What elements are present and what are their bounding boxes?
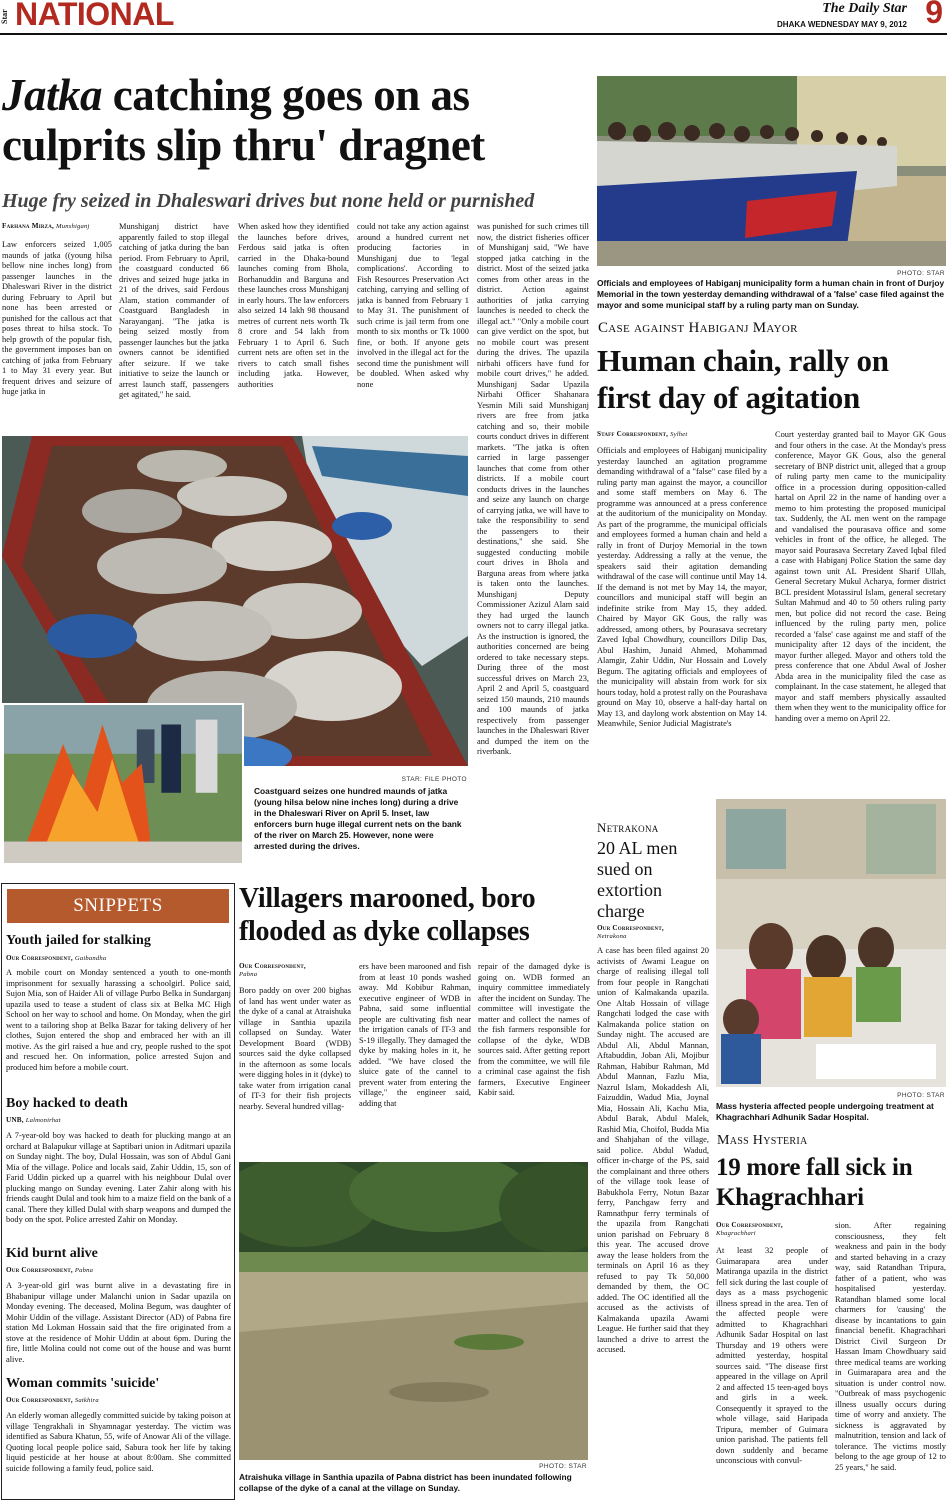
villagers-byline-place: Pabna bbox=[239, 971, 258, 978]
jatka-col4: could not take any action against around a hundred current net producing factories in Munshiganj due to 'legal complications'. According to Fish Resources Preservation Act catching, carrying and selling of jatka is banned from February 1 to May 31. The punishment of such crime is jail term from one month to six months or Tk 1000 fine, or both. If anyone gets involved in the illegal act for the second time the punishment will be doubled. When asked why none bbox=[357, 222, 469, 389]
page-number: 9 bbox=[925, 0, 943, 30]
habiganj-human-chain-photo bbox=[597, 76, 946, 266]
netrakona-byline-place: Netrakona bbox=[597, 933, 627, 940]
snippets-title: SNIPPETS bbox=[7, 889, 229, 923]
snippet-1-headline: Youth jailed for stalking bbox=[6, 933, 151, 948]
jatka-headline-rest: catching goes on as bbox=[102, 70, 470, 120]
habiganj-col2: Court yesterday granted bail to Mayor GK Gous and four others in the case. At the Monday's press conference, Mayor GK Gous, also the general secretary of BNP district unit, alleged that a group of ruling party men came to the municipality office in a procession during opposition-called hartal on April 22 in the name of handing over a memo to him protesting the proposed municipal tax. Suddenly, the AL men went on the rampage and vandalised the pourasava office and some vehicles in front of the office, he alleged. The mayor said Pourasava Secretary Zaved Iqbal filed a case with Habiganj Police Station the same day against town unit AL President Sharif Ullah, General Secretary Mukul Acharya, former district BCL president Motassirul Islam, general secretary Sultan Mahmud and 40 to 50 others ruling party men, but police did not record the case. Being influenced by the ruling party men, police recorded a 'false' case against me and staff of the municipality after 12 days of the incident, the mayor further alleged. Mayor and others told the press conference that one Abdul Awal of Josher Abda area in the municipality filed the case as complainant. In the case statement, he alleged that mayor and staff members physically assaulted them when they went to the municipality office for handing over a memo on April 22. bbox=[775, 430, 946, 723]
snippet-2-byline-name: UNB, bbox=[6, 1116, 24, 1124]
villagers-col3: repair of the damaged dyke is going on. WDB formed an inquiry committee immediately after the incident on Sunday. The committee will investigate the matter and collect the names of the fish farmers responsible for collapse of the dyke, WDB sources said. After getting report from the committee, we will file a criminal case against the fish farmers, Executive Engineer Kabir said. bbox=[478, 962, 590, 1097]
jatka-byline-place: Munshiganj bbox=[56, 223, 90, 230]
snippet-2-headline: Boy hacked to death bbox=[6, 1096, 128, 1111]
jatka-col5: was punished for such crimes till now, the district fisheries officer of Munshiganj said, "We have stopped jatka catching in the district. Most of the seized jatka comes from other areas in the district. Action against authorities of jatka carrying launches is needed to check the illegal act." "Only a mobile court can give verdict on the spot, but no mobile court was present during the drives. The upazila nirbahi officers have fund for mobile court drives," he added. Munshiganj Sadar Upazila Nirbahi Officer Shahanara Yesmin Mili said Munshiganj rivers are free from jatka catching and so, their mobile courts conduct drives in different markets. "The jatka is often carried in large passenger launches that come from other districts. If a mobile court conducts drives in the launches and seize any launch on charge of carrying jatka, we will have to take the responsibility to send the passengers to their destinations," she said. She suggested conducting mobile court drives in Bhola and Barguna areas from where jatka is taken onto the launches. Munshiganj Deputy Commissioner Azizul Alam said they had urged the launch owners not to carry illegal jatka. As the instruction is ignored, the authorities concerned are being ordered to take necessary steps. During three of the most successful drives on March 23, April 2 and April 5, coastguard seized 150 maunds, 210 maunds and 100 maunds of jatka respectively from passenger launches in the Dhaleswari River and dumped the item on the riverbank. bbox=[477, 222, 589, 756]
habiganj-byline bbox=[597, 430, 767, 438]
snippet-3-byline-place: Pabna bbox=[74, 1267, 94, 1274]
villagers-byline-name: Our Correspondent, bbox=[239, 962, 306, 970]
masthead-side-label: Star bbox=[0, 9, 9, 25]
habiganj-headline-line1: Human chain, rally on bbox=[597, 343, 889, 378]
khagrachhari-photo-caption: Mass hysteria affected people undergoing treatment at Khagrachhari Adhunik Sadar Hospital. bbox=[716, 1101, 934, 1122]
habiganj-photo-credit: PHOTO: STAR bbox=[897, 270, 945, 277]
jatka-headline-italic: Jatka bbox=[2, 70, 103, 120]
netrakona-body: A case has been filed against 20 activists of Awami League on charge of realising illegal toll from four people in Rangchati union of Kalmakanda upazila. One Altab Hossain of village Rangchati lodged the case with Kalmakanda police station on Sunday night. The accused are Abdul Ali, Abdul Mannan, Aftabuddin, Joban Ali, Mojibur Rahman, Habibur Rahman, Md Abdul Mannan, Fazlu Mia, Nazrul Islam, Mokaddesh Ali, Faizuddin, Wadud Mia, Joynal Mia, Hossain Ali, Kachu Mia, Abdul Barak, Abdul Malek, Rashid Mia, Choifol, Budda Mia and Shahjahan of the village, said police. Abdul Wadud, officer in-charge of the PS, said the complainant and three others of the village took lease of Babukhola Ferry, Notun Bazar ferry, Panchgaw ferry and Ramnathpur ferry terminals of the upazila from Rangchati union parishad on February 8 this year. The accused drove away the lease holders from the terminals on April 16 as they refused to pay Tk 50,000 demanded by them, the OC added. The OC identified all the accused as the activists of Kalmakanda upazila Awami League. He further said that they launched a drive to arrest the accused. bbox=[597, 946, 709, 1354]
snippet-3-headline: Kid burnt alive bbox=[6, 1246, 98, 1261]
snippet-2-byline bbox=[6, 1116, 231, 1124]
jatka-byline bbox=[2, 222, 112, 230]
jatka-inset-fire-photo bbox=[2, 703, 244, 865]
snippet-4-byline-place: Satkhira bbox=[74, 1397, 99, 1404]
villagers-photo-caption: Atraishuka village in Santhia upazila of Pabna district has been inundated following collapse of the dyke of a canal at the village on Sunday. bbox=[239, 1472, 572, 1493]
jatka-col3: When asked how they identified the launches before drives, Ferdous said jatka is often carried in the Dhaka-bound launches coming from Bhola, Borhanuddin and Barguna and these launches cross Munshiganj in early hours. The law enforcers also seized 14 lakh 98 thousand metres of current nets worth Tk 8 crore and 54 lakh from February 1 to April 6. Such current nets are often set in the rivers to catch small fishes including jatka. However, authorities bbox=[238, 222, 349, 389]
habiganj-byline-place: Sylhet bbox=[670, 431, 688, 438]
snippet-3-byline bbox=[6, 1266, 231, 1274]
habiganj-photo-caption: Officials and employees of Habiganj municipality form a human chain in front of Durjoy Memorial in the town yesterday demanding withdrawal of a 'false' case filed against the mayor and some municipal staff by a ruling party man on Sunday. bbox=[597, 278, 945, 310]
villagers-byline bbox=[239, 962, 349, 978]
khagrachhari-col1: At least 32 people of Guimarapara area under Matiranga upazila in the district fell sick during the last couple of days as a mass psychogenic illness spread in the area. Ten of the affected people were admitted to Khagrachhari Adhunik Sadar Hospital on last Thursday and 19 others were admitted yesterday, hospital sources said. "The disease first appeared in the village on April 2 and affected 15 teen-aged boys and girls in a week. Consequently it sprayed to the whole village, said Haripada Tripura, member of Guimara union parishad. The patients fell down suddenly and became unconscious with convul- bbox=[716, 1246, 828, 1465]
snippet-1-body: A mobile court on Monday sentenced a youth to one-month imprisonment for sexually harassing a schoolgirl. Police said, Sujon Mia, son of Haider Ali of village Purbo Belka in Sundarganj upazila used to tease a student of class six at Belka MC High School on her way to school and home. On Monday, when the girl went to a tailoring shop at Belka Bazar for taking delivery of her clothes, Sujon entered the shop and embraced her with an ill motive. As the girl raised a hue and cry, people rushed to the spot and rescued her. On information, police arrested Sujon and produced him before a mobile court. bbox=[6, 968, 231, 1072]
netrakona-kicker: Netrakona bbox=[597, 820, 659, 835]
snippet-4-headline: Woman commits 'suicide' bbox=[6, 1376, 160, 1391]
jatka-byline-name: Farhana Mirza, bbox=[2, 222, 55, 230]
netrakona-byline bbox=[597, 924, 709, 940]
jatka-headline-line2: culprits slip thru' dragnet bbox=[2, 120, 485, 170]
habiganj-kicker: Case against Habiganj Mayor bbox=[598, 320, 798, 336]
section-title: NATIONAL bbox=[15, 0, 174, 32]
khagrachhari-byline bbox=[716, 1221, 828, 1237]
netrakona-byline-name: Our Correspondent, bbox=[597, 924, 664, 932]
khagrachhari-photo-credit: PHOTO: STAR bbox=[897, 1092, 945, 1099]
villagers-col1: Boro paddy on over 200 bighas of land has went under water as the dyke of a canal at Atraishuka village in Santhia upazila collapsed on Sunday. Water Development Board (WDB) sources said the dyke collapsed in the afternoon as some locals were digging holes in it (dyke) to take water from irrigation canal of IT-3 for their fish projects nearby. Several hundred villag- bbox=[239, 986, 351, 1111]
khagrachhari-byline-place: Khagrachhari bbox=[716, 1230, 756, 1237]
masthead bbox=[0, 0, 947, 36]
khagrachhari-kicker: Mass Hysteria bbox=[717, 1133, 808, 1148]
masthead-rule bbox=[0, 33, 947, 35]
paper-name: The Daily Star bbox=[822, 1, 907, 16]
jatka-photo-credit: STAR: FILE PHOTO bbox=[401, 776, 467, 783]
jatka-col1: Law enforcers seized 1,005 maunds of jatka ((young hilsa bellow nine inches long) from passenger launches in the Dhaleswari River in the district during February to April but none has been arrested or punished for the callous act that poses threat to hilsa stock. To help growth of the popular fish, the government imposes ban on catching of jatka from February 1 to May 31 every year. But frequent drives and seizure of huge jatka in bbox=[2, 240, 112, 396]
habiganj-byline-name: Staff Correspondent, bbox=[597, 430, 669, 438]
villagers-headline-line2: flooded as dyke collapses bbox=[239, 916, 530, 947]
villagers-photo-credit: PHOTO: STAR bbox=[539, 1463, 587, 1470]
snippet-4-byline bbox=[6, 1396, 231, 1404]
jatka-col2: Munshiganj district have apparently failed to stop illegal catching of jatka during the ban period. From February to April, the coastguard conducted 66 drives and seized huge jatka in 21 of the drives, said Ferdous Alam, station commander of Coastguard Bangladesh in Narayanganj. "The jatka is being seized mostly from passenger launches but the jatka owners cannot be identified after seizure. If we take initiative to seize the launch or arrest launch staff, passengers get agitated," he said. bbox=[119, 222, 229, 399]
habiganj-headline bbox=[597, 342, 946, 416]
snippet-3-body: A 3-year-old girl was burnt alive in a devastating fire in Bhabanipur village under Malanchi union in Sadar upazila on Monday evening. The deceased, Molina Begum, was daughter of Mohir Uddin of the village. Assistant Director (AD) of Pabna fire station Md Lokman Hossain said that the fire originated from a stove at the residence of Mohir Uddin at about 6pm. During the fire, little Molina could not come out of the house and was burnt alive. bbox=[6, 1281, 231, 1364]
snippet-2-byline-place: Lalmonirhat bbox=[25, 1117, 61, 1124]
netrakona-headline: 20 AL men sued on extortion charge bbox=[597, 838, 678, 921]
khagrachhari-col2: sion. After regaining consciousness, they felt weakness and pain in the body and started behaving in a crazy way, said Ratandhan Tripura, father of a patient, who was hospitalised yesterday. Ratandhan blamed some local charmers for 'causing' the disease by incantations to gain financial benefit. Khagrachhari District Civil Surgeon Dr Hassan Imam Chowdhuary said three medical teams are working in Guimarapara area and the situation is under control now. "Outbreak of mass psychogenic illness usually occurs during time of worry and anxiety. The sickness is aggravated by malnutrition, tension and lack of tolerance. The victims mostly belong to the age group of 12 to 25 years," he said. bbox=[835, 1221, 946, 1472]
snippet-4-body: An elderly woman allegedly committed suicide by taking poison at village Tengrakhali in Shyamnagar yesterday. The victim was identified as Sabura Khatun, 55, wife of Anowar Ali of the village. Quoting local people police said, Sabura took her life by taking liquid pesticide at her house at about 8:00am. She committed suicide following a family feud, police said. bbox=[6, 1411, 231, 1473]
villagers-col2: ers have been marooned and fish from at least 10 ponds washed away. Md Kobibur Rahman, executive engineer of WDB in Pabna, said some influential people are cultivating fish near the irrigation canals of IT-3 and S-19 illegally. They damaged the dyke by making holes in it, he added. "We have closed the sluice gate of the cannel to prevent water from entering the village," the engineer said, adding that bbox=[359, 962, 471, 1108]
jatka-headline bbox=[2, 70, 594, 170]
habiganj-headline-line2: first day of agitation bbox=[597, 380, 860, 415]
villagers-headline bbox=[239, 882, 591, 948]
dateline: DHAKA WEDNESDAY MAY 9, 2012 bbox=[777, 20, 907, 29]
khagrachhari-headline-line1: 19 more fall sick in bbox=[716, 1154, 913, 1181]
khagrachhari-hospital-photo bbox=[716, 799, 946, 1087]
snippet-1-byline-name: Our Correspondent, bbox=[6, 954, 73, 962]
villagers-headline-line1: Villagers marooned, boro bbox=[239, 883, 536, 914]
snippet-3-byline-name: Our Correspondent, bbox=[6, 1266, 73, 1274]
khagrachhari-byline-name: Our Correspondent, bbox=[716, 1221, 783, 1229]
khagrachhari-headline bbox=[716, 1153, 947, 1213]
snippet-2-body: A 7-year-old boy was hacked to death for plucking mango at an orchard at Balapukur village at Saptibari union in Aditmari upazila on Sunday night. The boy, Dulal Hossain, was son of Abdul Gani Mia of the village. Police and locals said, Zahir Uddin, 15, son of Farid Uddin picked up a quarrel with his neighbour Dulal over plucking mango on Sunday evening. Later Zahir along with his friends caught Dulal and took him to a maize field on the bank of a canal. There they killed Dulal with sharp weapons and dumped the body on the spot. Police arrested Zahir on Monday. bbox=[6, 1131, 231, 1224]
snippet-4-byline-name: Our Correspondent, bbox=[6, 1396, 73, 1404]
jatka-subhead: Huge fry seized in Dhaleswari drives but none held or purnished bbox=[2, 190, 535, 212]
jatka-photo-caption: Coastguard seizes one hundred maunds of jatka (young hilsa below nine inches long) during a drive in the Dhaleswari River on April 5. Inset, law enforcers burn huge illegal current nets on the bank of the river on March 25. However, none were arrested during the drives. bbox=[254, 786, 462, 851]
snippet-1-byline-place: Gaibandha bbox=[74, 955, 107, 962]
habiganj-col1: Officials and employees of Habiganj municipality yesterday launched an agitation programme demanding withdrawal of a "false" case filed by a ruling party man against the mayor, a councillor and some staff members on May 6. The programme was announced at a press conference at the auditorium of the municipality on Monday. As part of the programme, the municipal officials and employees formed a human chain and held a rally in front of Durjoy Memorial in the town yesterday. Addressing a rally at the venue, the speakers said their agitation demanding withdrawal of the case will continue until May 14. If the demand is not met by May 14, the mayor, councillors and municipal staff will begin an indefinite strike from May 15, they added. Chaired by Mayor GK Gous, the rally was addressed, among others, by Pourasava secretary Zaved Iqbal Chowdhury, councillors Dilip Das, Abul Hashim, Junaid Ahmed, Mohammad Alamgir, Zahir Uddin, Nur Hossain and Lovely Begum. The agitating officials and employees of the municipality will abstain from work for six hours today, hold a protest rally on the Pourashava ground on May 10, observe a half-day hartal on May 13, and daylong work abstention on May 14. Meanwhile, Senior Judicial Magistrate's bbox=[597, 446, 767, 728]
snippet-1-byline bbox=[6, 954, 231, 962]
khagrachhari-headline-line2: Khagrachhari bbox=[716, 1184, 864, 1211]
villagers-flood-photo bbox=[239, 1162, 588, 1460]
